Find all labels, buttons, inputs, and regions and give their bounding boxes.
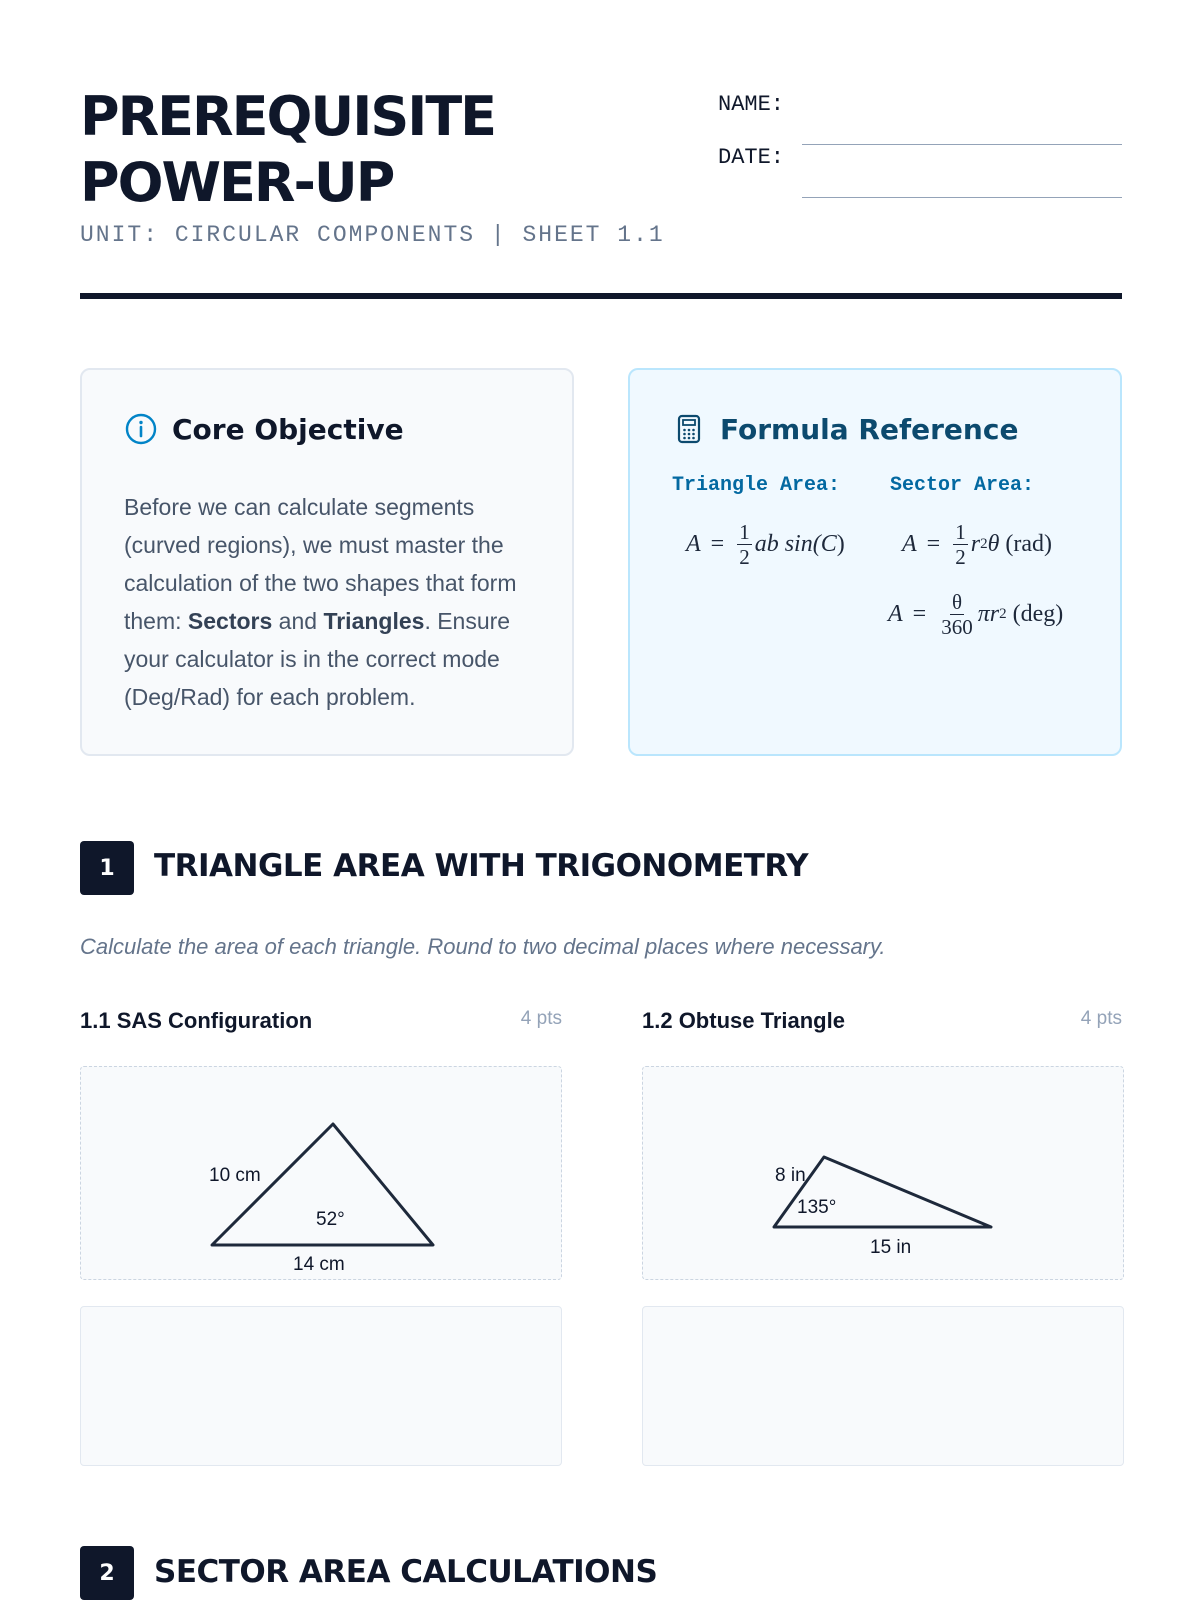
triangle-area-formula: [686, 520, 845, 569]
formula-reference-card: [628, 368, 1122, 756]
sector-area-rad-formula: [902, 520, 1052, 569]
objective-bold-triangles: Triangles: [323, 608, 425, 634]
equals-sign: =: [710, 531, 725, 557]
squared-exponent: 2: [980, 536, 988, 552]
core-objective-title: Core Objective: [172, 412, 404, 446]
var-theta: θ: [987, 531, 1000, 557]
section-2-badge: 2: [80, 1546, 134, 1600]
fraction-numerator: θ: [951, 590, 962, 614]
deg-unit: (deg): [1012, 601, 1064, 627]
side-b-label: 15 in: [870, 1237, 912, 1258]
problem-1-2-answer-area[interactable]: [642, 1306, 1124, 1466]
pi-r: πr: [977, 601, 1000, 627]
formula-reference-header: [672, 412, 1018, 446]
triangle-area-label: Triangle Area:: [672, 474, 841, 497]
problem-1-2-title: 1.2 Obtuse Triangle: [642, 1008, 845, 1033]
rad-unit: (rad): [1005, 531, 1052, 557]
section-1-title: TRIANGLE AREA WITH TRIGONOMETRY: [154, 848, 809, 884]
unit-subtitle: UNIT: CIRCULAR COMPONENTS | SHEET 1.1: [80, 222, 665, 248]
core-objective-text: [124, 488, 544, 716]
date-label: DATE:: [718, 145, 785, 170]
side-a-label: 10 cm: [209, 1165, 261, 1186]
equals-sign: =: [912, 601, 927, 627]
worksheet-title: [80, 84, 680, 216]
objective-text-part2: . Ensure your calculator is in the correct mode (Deg/Rad) for each problem.: [124, 608, 511, 710]
objective-bold-sectors: Sectors: [187, 608, 273, 634]
fraction-numerator: 1: [955, 520, 966, 544]
name-field-row: [718, 86, 1122, 126]
angle-label: 52°: [316, 1209, 345, 1230]
fraction-denominator: 360: [941, 615, 973, 639]
objective-text-and: and: [272, 608, 324, 634]
obtuse-triangle-figure: [643, 1067, 1125, 1281]
date-field-row: [718, 139, 1122, 179]
sas-triangle-figure: [81, 1067, 563, 1281]
title-line-1: PREREQUISITE: [80, 85, 496, 148]
problem-1-2-diagram: [642, 1066, 1124, 1280]
fraction-denominator: 2: [955, 545, 966, 569]
title-line-2: POWER-UP: [80, 151, 394, 214]
var-c: C: [820, 531, 837, 557]
var-a: A: [686, 531, 701, 557]
problem-1-1-title: 1.1 SAS Configuration: [80, 1008, 313, 1033]
var-a: A: [902, 531, 917, 557]
calculator-icon: [672, 412, 706, 446]
formula-reference-title: Formula Reference: [720, 412, 1019, 446]
triangle-formula-ab: ab sin(: [754, 531, 821, 557]
theta-over-360-fraction: [939, 590, 975, 639]
objective-text-part1: Before we can calculate segments (curved regions), we must master the calculation of the two shapes that form them:: [124, 494, 517, 634]
var-r: r: [970, 531, 981, 557]
problem-1-1-diagram: [80, 1066, 562, 1280]
side-b-label: 14 cm: [293, 1254, 345, 1275]
close-paren: ): [836, 531, 845, 557]
section-1-instructions: Calculate the area of each triangle. Round to two decimal places where necessary.: [80, 934, 886, 959]
triangle-formula-body: [755, 531, 845, 558]
section-2-title: SECTOR AREA CALCULATIONS: [154, 1554, 658, 1590]
name-label: NAME:: [718, 92, 785, 117]
fraction-denominator: 2: [739, 545, 750, 569]
equals-sign: =: [926, 531, 941, 557]
half-fraction: [737, 520, 752, 569]
problem-1-1-points: 4 pts: [520, 1008, 562, 1029]
date-input[interactable]: [802, 168, 1122, 198]
problem-1-2-points: 4 pts: [1080, 1008, 1122, 1029]
section-1-badge: 1: [80, 841, 134, 895]
sector-area-deg-formula: [888, 590, 1063, 639]
header-divider: [80, 293, 1122, 299]
angle-label: 135°: [797, 1197, 837, 1218]
var-a: A: [888, 601, 903, 627]
fraction-numerator: 1: [739, 520, 750, 544]
half-fraction: [953, 520, 968, 569]
core-objective-header: [124, 412, 404, 446]
info-icon: [124, 412, 158, 446]
core-objective-card: [80, 368, 574, 756]
sector-area-label: Sector Area:: [890, 474, 1035, 497]
problem-1-1-answer-area[interactable]: [80, 1306, 562, 1466]
side-a-label: 8 in: [775, 1165, 806, 1186]
squared-exponent: 2: [999, 606, 1007, 622]
